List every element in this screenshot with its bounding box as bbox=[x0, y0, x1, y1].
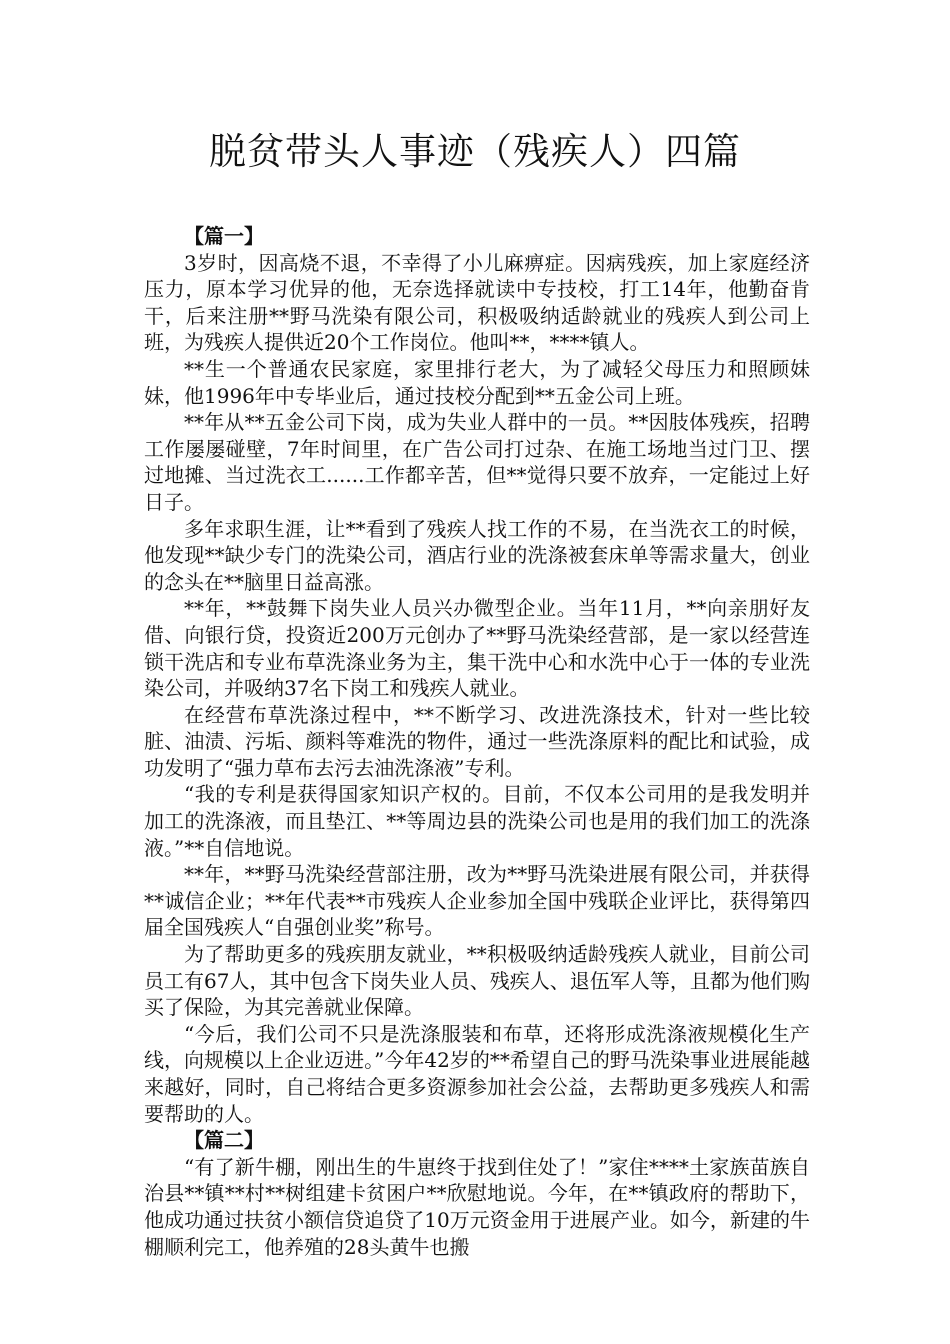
document-body bbox=[144, 223, 810, 1260]
paragraph: “我的专利是获得国家知识产权的。目前，不仅本公司用的是我发明并加工的洗涤液，而且垫江、**等周边县的洗染公司也是用的我们加工的洗涤液。”**自信地说。 bbox=[144, 782, 810, 860]
paragraph: **年，**野马洗染经营部注册，改为**野马洗染进展有限公司，并获得**诚信企业；**年代表**市残疾人企业参加全国中残联企业评比，获得第四届全国残疾人“自强创业奖”称号。 bbox=[144, 862, 810, 940]
paragraph: “今后，我们公司不只是洗涤服装和布草，还将形成洗涤液规模化生产线，向规模以上企业迈进。”今年42岁的**希望自己的野马洗染事业进展能越来越好，同时，自己将结合更多资源参加社会公益，去帮助更多残疾人和需要帮助的人。 bbox=[144, 1021, 810, 1126]
paragraph: “有了新牛棚，刚出生的牛崽终于找到住处了！”家住****土家族苗族自治县**镇**村**树组建卡贫困户**欣慰地说。今年，在**镇政府的帮助下，他成功通过扶贫小额信贷追贷了10万元资金用于进展产业。如今，新建的牛棚顺利完工，他养殖的28头黄牛也搬 bbox=[144, 1154, 810, 1259]
section-heading-1: 【篇一】 bbox=[184, 224, 264, 248]
paragraph: 在经营布草洗涤过程中，**不断学习、改进洗涤技术，针对一些比较脏、油渍、污垢、颜料等难洗的物件，通过一些洗涤原料的配比和试验，成功发明了“强力草布去污去油洗涤液”专利。 bbox=[144, 702, 810, 780]
paragraph: **年从**五金公司下岗，成为失业人群中的一员。**因肢体残疾，招聘工作屡屡碰壁，7年时间里，在广告公司打过杂、在施工场地当过门卫、摆过地摊、当过洗衣工......工作都辛苦，但**觉得只要不放弃，一定能过上好日子。 bbox=[144, 410, 810, 514]
paragraph: **生一个普通农民家庭，家里排行老大，为了减轻父母压力和照顾妹妹，他1996年中专毕业后，通过技校分配到**五金公司上班。 bbox=[144, 356, 810, 408]
document-title: 脱贫带头人事迹（残疾人）四篇 bbox=[209, 130, 741, 173]
section-heading-2: 【篇二】 bbox=[184, 1128, 264, 1153]
paragraph: 为了帮助更多的残疾朋友就业，**积极吸纳适龄残疾人就业，目前公司员工有67人，其中包含下岗失业人员、残疾人、退伍军人等，且都为他们购买了保险，为其完善就业保障。 bbox=[144, 942, 810, 1020]
paragraph: 3岁时，因高烧不退，不幸得了小儿麻痹症。因病残疾，加上家庭经济压力，原本学习优异的他，无奈选择就读中专技校，打工14年，他勤奋肯干，后来注册**野马洗染有限公司，积极吸纳适龄就业的残疾人到公司上班，为残疾人提供近20个工作岗位。他叫**，****镇人。 bbox=[144, 250, 810, 355]
paragraph: **年，**鼓舞下岗失业人员兴办微型企业。当年11月，**向亲朋好友借、向银行贷，投资近200万元创办了**野马洗染经营部，是一家以经营连锁干洗店和专业布草洗涤业务为主，集干洗中心和水洗中心于一体的专业洗染公司，并吸纳37名下岗工和残疾人就业。 bbox=[144, 596, 810, 701]
paragraph: 多年求职生涯，让**看到了残疾人找工作的不易，在当洗衣工的时候，他发现**缺少专门的洗染公司，酒店行业的洗涤被套床单等需求量大，创业的念头在**脑里日益高涨。 bbox=[144, 516, 810, 594]
